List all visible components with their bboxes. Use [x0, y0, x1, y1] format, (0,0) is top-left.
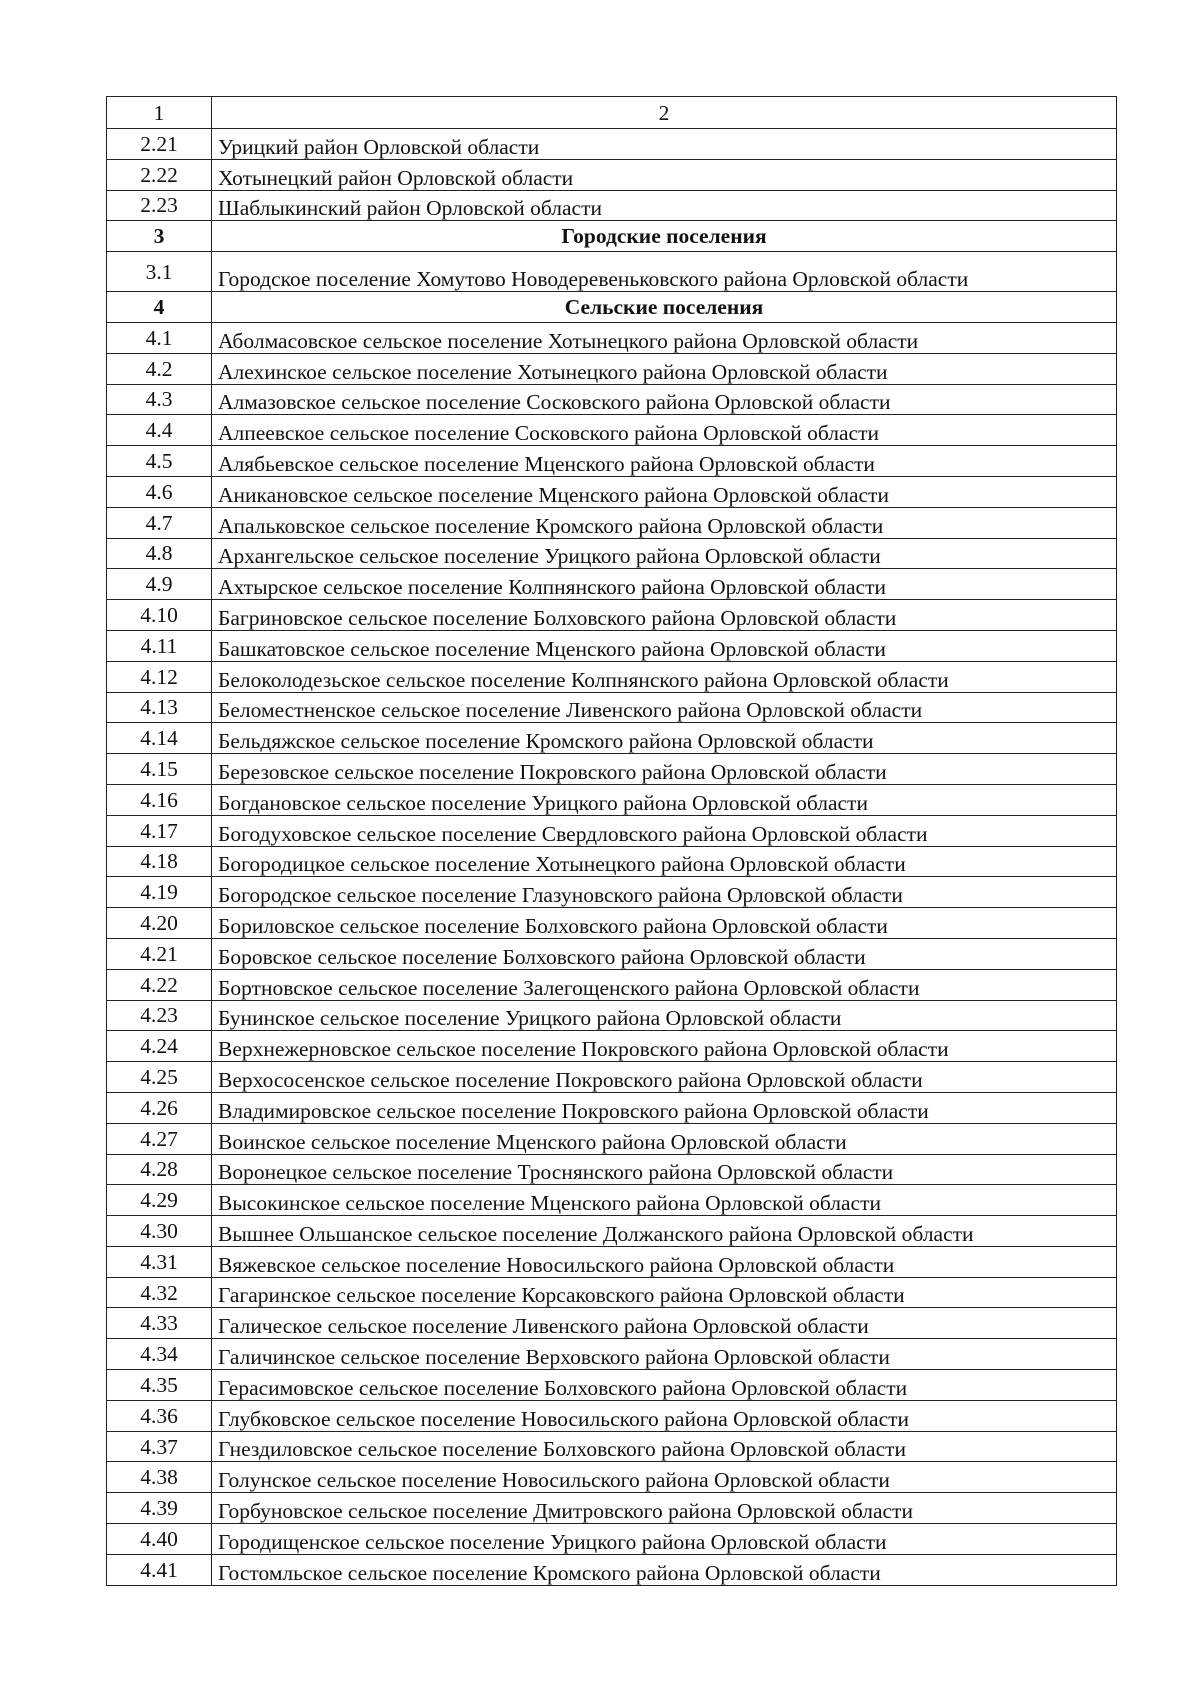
- table-row: [107, 1431, 1117, 1462]
- settlement-name: Глубковское сельское поселение Новосильского района Орловской области: [212, 1400, 1117, 1431]
- table-row: [107, 569, 1117, 600]
- row-number: 2.21: [107, 129, 212, 160]
- settlement-name: Багриновское сельское поселение Болховского района Орловской области: [212, 600, 1117, 631]
- row-number: 3.1: [107, 252, 212, 292]
- table-row: [107, 1308, 1117, 1339]
- row-number: 4.38: [107, 1462, 212, 1493]
- row-number: 4.28: [107, 1154, 212, 1185]
- settlement-name: Алехинское сельское поселение Хотынецкого района Орловской области: [212, 353, 1117, 384]
- row-number: 4.32: [107, 1277, 212, 1308]
- table-row: [107, 1524, 1117, 1555]
- row-number: 4.7: [107, 507, 212, 538]
- settlement-name: Апальковское сельское поселение Кромского района Орловской области: [212, 507, 1117, 538]
- table-row: [107, 353, 1117, 384]
- settlement-name: Бортновское сельское поселение Залегощенского района Орловской области: [212, 969, 1117, 1000]
- table-row: [107, 507, 1117, 538]
- row-number: 4.21: [107, 938, 212, 969]
- settlement-name: Горбуновское сельское поселение Дмитровского района Орловской области: [212, 1493, 1117, 1524]
- table-row: [107, 969, 1117, 1000]
- row-number: 4.29: [107, 1185, 212, 1216]
- settlement-name: Башкатовское сельское поселение Мценского района Орловской области: [212, 630, 1117, 661]
- section-row: [107, 221, 1117, 252]
- row-number: 4.41: [107, 1554, 212, 1585]
- row-number: 4.17: [107, 815, 212, 846]
- settlement-name: Городское поселение Хомутово Новодеревеньковского района Орловской области: [212, 252, 1117, 292]
- settlement-name: Алмазовское сельское поселение Сосковского района Орловской области: [212, 384, 1117, 415]
- table-row: [107, 630, 1117, 661]
- table-row: [107, 1370, 1117, 1401]
- settlement-name: Вяжевское сельское поселение Новосильского района Орловской области: [212, 1246, 1117, 1277]
- table-row: [107, 723, 1117, 754]
- settlement-name: Городищенское сельское поселение Урицкого района Орловской области: [212, 1524, 1117, 1555]
- table-row: [107, 1462, 1117, 1493]
- row-number: 4.15: [107, 754, 212, 785]
- row-number: 4.30: [107, 1216, 212, 1247]
- row-number: 4.26: [107, 1092, 212, 1123]
- settlement-name: Гостомльское сельское поселение Кромского района Орловской области: [212, 1554, 1117, 1585]
- row-number: 4.27: [107, 1123, 212, 1154]
- table-row: [107, 252, 1117, 292]
- table-row: [107, 1185, 1117, 1216]
- table-row: [107, 1062, 1117, 1093]
- document-page: [106, 96, 1116, 1586]
- row-number: 4.12: [107, 661, 212, 692]
- row-number: 4.5: [107, 446, 212, 477]
- table-row: [107, 129, 1117, 160]
- table-row: [107, 322, 1117, 353]
- row-number: 4.25: [107, 1062, 212, 1093]
- table-row: [107, 384, 1117, 415]
- row-number: 4.33: [107, 1308, 212, 1339]
- settlement-name: Богодуховское сельское поселение Свердловского района Орловской области: [212, 815, 1117, 846]
- table-row: [107, 1000, 1117, 1031]
- table-row: [107, 908, 1117, 939]
- table-row: [107, 190, 1117, 221]
- table-row: [107, 446, 1117, 477]
- section-title: Городские поселения: [212, 221, 1117, 252]
- settlement-name: Верхнежерновское сельское поселение Покровского района Орловской области: [212, 1031, 1117, 1062]
- settlement-name: Березовское сельское поселение Покровского района Орловской области: [212, 754, 1117, 785]
- table-row: [107, 1493, 1117, 1524]
- settlement-name: Гагаринское сельское поселение Корсаковского района Орловской области: [212, 1277, 1117, 1308]
- section-title: Сельские поселения: [212, 292, 1117, 323]
- settlement-name: Боровское сельское поселение Болховского района Орловской области: [212, 938, 1117, 969]
- table-row: [107, 1031, 1117, 1062]
- table-row: [107, 815, 1117, 846]
- table-row: [107, 1092, 1117, 1123]
- settlement-name: Голунское сельское поселение Новосильского района Орловской области: [212, 1462, 1117, 1493]
- table-row: [107, 938, 1117, 969]
- row-number: 4.37: [107, 1431, 212, 1462]
- row-number: 4.36: [107, 1400, 212, 1431]
- section-row: [107, 292, 1117, 323]
- settlement-name: Богородицкое сельское поселение Хотынецкого района Орловской области: [212, 846, 1117, 877]
- settlement-name: Аболмасовское сельское поселение Хотынецкого района Орловской области: [212, 322, 1117, 353]
- settlement-name: Аникановское сельское поселение Мценского района Орловской области: [212, 476, 1117, 507]
- settlement-name: Воронецкое сельское поселение Троснянского района Орловской области: [212, 1154, 1117, 1185]
- table-row: [107, 692, 1117, 723]
- table-row: [107, 1123, 1117, 1154]
- row-number: 4.18: [107, 846, 212, 877]
- table-row: [107, 846, 1117, 877]
- row-number: 4.8: [107, 538, 212, 569]
- table-row: [107, 1400, 1117, 1431]
- settlement-name: Алябьевское сельское поселение Мценского района Орловской области: [212, 446, 1117, 477]
- table-header-row: [107, 97, 1117, 129]
- table-row: [107, 784, 1117, 815]
- settlement-name: Бунинское сельское поселение Урицкого района Орловской области: [212, 1000, 1117, 1031]
- row-number: 4.6: [107, 476, 212, 507]
- row-number: 4.24: [107, 1031, 212, 1062]
- row-number: 4.31: [107, 1246, 212, 1277]
- settlement-name: Белоколодезьское сельское поселение Колпнянского района Орловской области: [212, 661, 1117, 692]
- row-number: 4.11: [107, 630, 212, 661]
- table-row: [107, 661, 1117, 692]
- row-number: 4.14: [107, 723, 212, 754]
- table-row: [107, 1277, 1117, 1308]
- row-number: 4: [107, 292, 212, 323]
- row-number: 4.34: [107, 1339, 212, 1370]
- settlement-name: Высокинское сельское поселение Мценского района Орловской области: [212, 1185, 1117, 1216]
- settlement-name: Владимировское сельское поселение Покровского района Орловской области: [212, 1092, 1117, 1123]
- table-row: [107, 476, 1117, 507]
- table-row: [107, 754, 1117, 785]
- table-row: [107, 877, 1117, 908]
- table-row: [107, 1554, 1117, 1585]
- row-number: 4.4: [107, 415, 212, 446]
- settlement-name: Богородское сельское поселение Глазуновского района Орловской области: [212, 877, 1117, 908]
- table-row: [107, 600, 1117, 631]
- row-number: 4.2: [107, 353, 212, 384]
- row-number: 4.1: [107, 322, 212, 353]
- table-body: [107, 129, 1117, 1586]
- settlement-name: Вышнее Ольшанское сельское поселение Должанского района Орловской области: [212, 1216, 1117, 1247]
- row-number: 4.19: [107, 877, 212, 908]
- settlement-name: Шаблыкинский район Орловской области: [212, 190, 1117, 221]
- header-col-1: 1: [107, 97, 212, 129]
- table-row: [107, 1339, 1117, 1370]
- table-row: [107, 415, 1117, 446]
- settlement-name: Верхососенское сельское поселение Покровского района Орловской области: [212, 1062, 1117, 1093]
- settlement-name: Хотынецкий район Орловской области: [212, 159, 1117, 190]
- settlement-name: Герасимовское сельское поселение Болховского района Орловской области: [212, 1370, 1117, 1401]
- settlement-name: Воинское сельское поселение Мценского района Орловской области: [212, 1123, 1117, 1154]
- settlement-name: Галичинское сельское поселение Верховского района Орловской области: [212, 1339, 1117, 1370]
- table-row: [107, 159, 1117, 190]
- settlement-name: Ахтырское сельское поселение Колпнянского района Орловской области: [212, 569, 1117, 600]
- table-row: [107, 1246, 1117, 1277]
- row-number: 4.22: [107, 969, 212, 1000]
- row-number: 4.10: [107, 600, 212, 631]
- row-number: 4.35: [107, 1370, 212, 1401]
- row-number: 4.40: [107, 1524, 212, 1555]
- settlement-name: Беломестненское сельское поселение Ливенского района Орловской области: [212, 692, 1117, 723]
- table-row: [107, 1154, 1117, 1185]
- header-col-2: 2: [212, 97, 1117, 129]
- row-number: 2.22: [107, 159, 212, 190]
- row-number: 4.13: [107, 692, 212, 723]
- settlement-name: Гнездиловское сельское поселение Болховского района Орловской области: [212, 1431, 1117, 1462]
- settlement-name: Урицкий район Орловской области: [212, 129, 1117, 160]
- settlement-name: Архангельское сельское поселение Урицкого района Орловской области: [212, 538, 1117, 569]
- settlement-name: Богдановское сельское поселение Урицкого района Орловской области: [212, 784, 1117, 815]
- settlement-name: Бориловское сельское поселение Болховского района Орловской области: [212, 908, 1117, 939]
- row-number: 4.3: [107, 384, 212, 415]
- row-number: 3: [107, 221, 212, 252]
- row-number: 4.9: [107, 569, 212, 600]
- row-number: 4.39: [107, 1493, 212, 1524]
- settlements-table: [106, 96, 1117, 1586]
- row-number: 4.20: [107, 908, 212, 939]
- row-number: 4.23: [107, 1000, 212, 1031]
- settlement-name: Алпеевское сельское поселение Сосковского района Орловской области: [212, 415, 1117, 446]
- table-row: [107, 1216, 1117, 1247]
- table-row: [107, 538, 1117, 569]
- row-number: 2.23: [107, 190, 212, 221]
- settlement-name: Бельдяжское сельское поселение Кромского района Орловской области: [212, 723, 1117, 754]
- settlement-name: Галическое сельское поселение Ливенского района Орловской области: [212, 1308, 1117, 1339]
- row-number: 4.16: [107, 784, 212, 815]
